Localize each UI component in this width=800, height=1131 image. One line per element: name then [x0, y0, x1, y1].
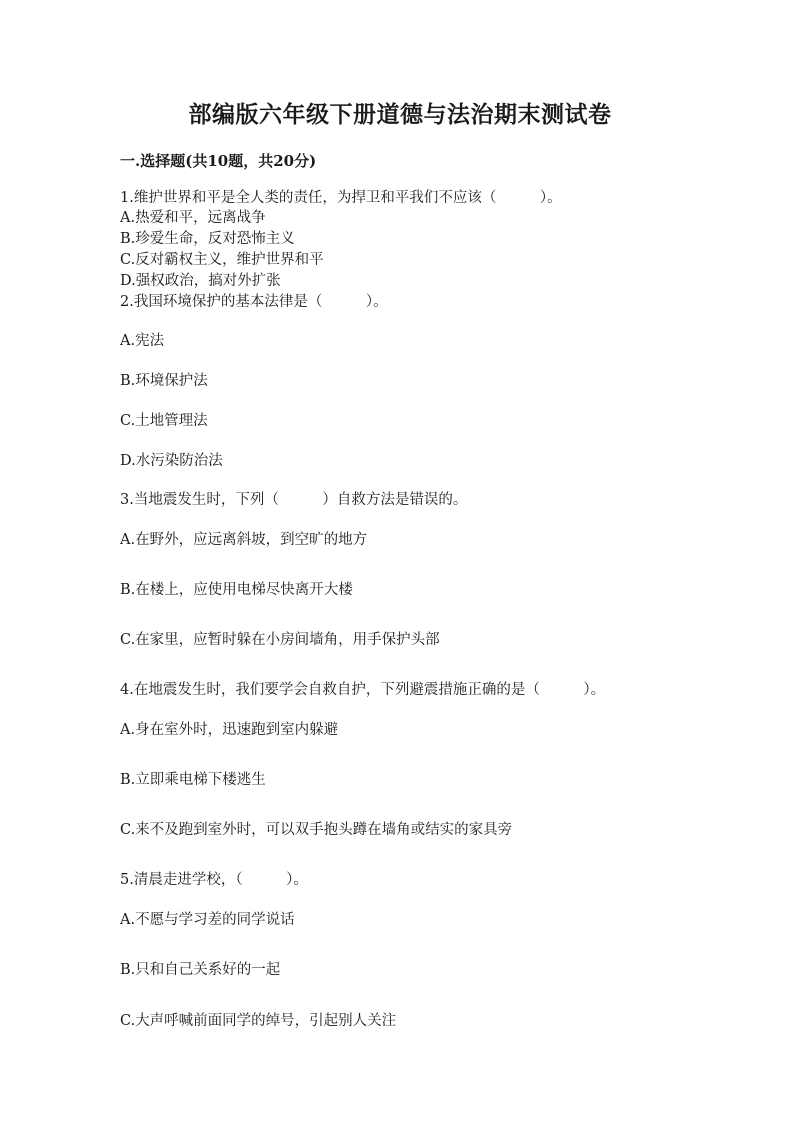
question-3-option-b: B.在楼上，应使用电梯尽快离开大楼 [120, 582, 353, 598]
question-1-option-c: C.反对霸权主义，维护世界和平 [120, 252, 324, 268]
question-1-option-d: D.强权政治，搞对外扩张 [120, 273, 281, 289]
question-4-stem: 4.在地震发生时，我们要学会自救自护，下列避震措施正确的是（ ）。 [120, 682, 606, 698]
question-5-option-a: A.不愿与学习差的同学说话 [120, 912, 295, 928]
question-3-option-a: A.在野外，应远离斜坡，到空旷的地方 [120, 532, 368, 548]
section-heading: 一.选择题(共10题，共20分) [120, 152, 317, 170]
question-4-option-a: A.身在室外时，迅速跑到室内躲避 [120, 722, 339, 738]
question-1-option-b: B.珍爱生命，反对恐怖主义 [120, 231, 295, 247]
question-5-option-b: B.只和自己关系好的一起 [120, 962, 281, 978]
page-title: 部编版六年级下册道德与法治期末测试卷 [188, 101, 612, 128]
question-3-option-c: C.在家里，应暂时躲在小房间墙角，用手保护头部 [120, 632, 440, 648]
question-2-option-c: C.土地管理法 [120, 413, 208, 429]
question-1-stem: 1.维护世界和平是全人类的责任，为捍卫和平我们不应该（ ）。 [120, 190, 562, 206]
question-2-option-d: D.水污染防治法 [120, 453, 223, 469]
question-2-option-a: A.宪法 [120, 333, 165, 349]
question-2-stem: 2.我国环境保护的基本法律是（ ）。 [120, 294, 388, 310]
question-2-option-b: B.环境保护法 [120, 373, 208, 389]
question-4-option-c: C.来不及跑到室外时，可以双手抱头蹲在墙角或结实的家具旁 [120, 822, 513, 838]
question-3-stem: 3.当地震发生时，下列（ ）自救方法是错误的。 [120, 492, 468, 508]
question-5-option-c: C.大声呼喊前面同学的绰号，引起别人关注 [120, 1013, 397, 1029]
question-5-stem: 5.清晨走进学校，（ ）。 [120, 872, 308, 888]
question-4-option-b: B.立即乘电梯下楼逃生 [120, 772, 266, 788]
question-1-option-a: A.热爱和平，远离战争 [120, 210, 266, 226]
